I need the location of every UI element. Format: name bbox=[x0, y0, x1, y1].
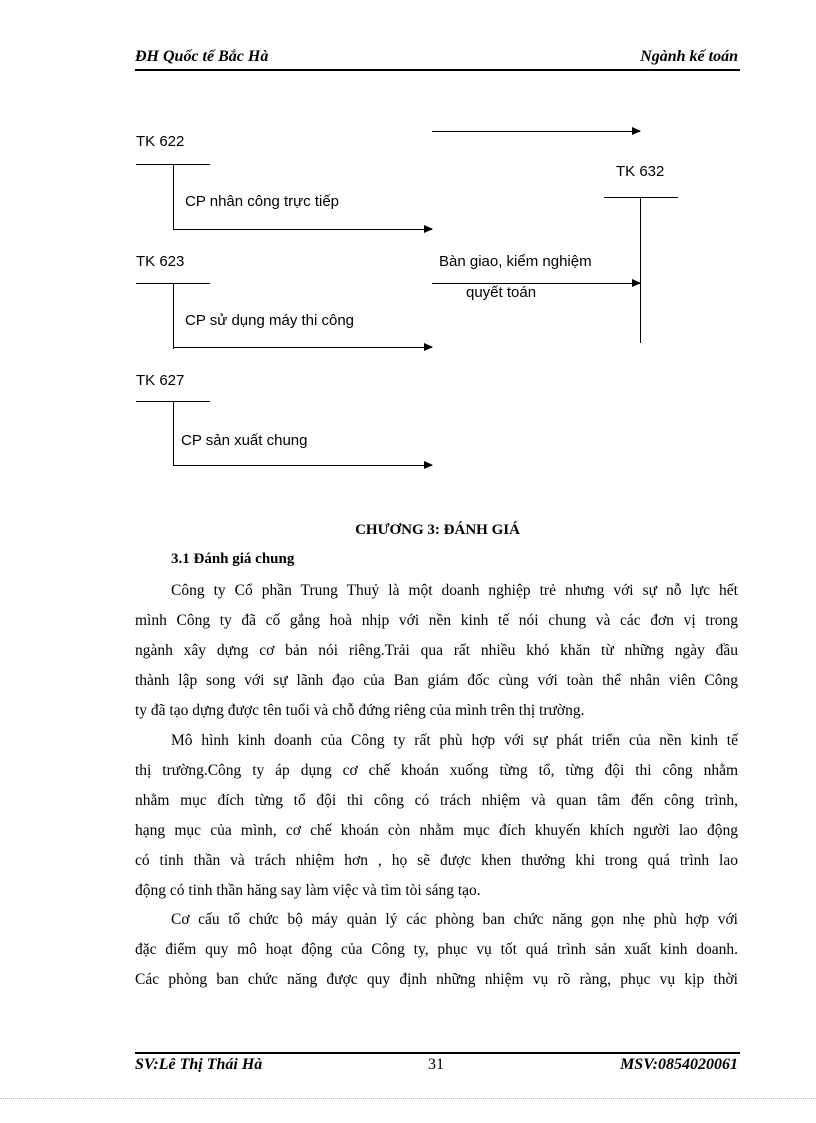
chapter-title: CHƯƠNG 3: ĐÁNH GIÁ bbox=[355, 522, 520, 538]
paragraph-line: thị trường.Công ty áp dụng cơ chế khoán xuống từng tổ, từng đội thi công nhằm bbox=[135, 762, 738, 779]
t-account-stem-632 bbox=[640, 197, 641, 343]
t-account-stem-622 bbox=[173, 164, 174, 230]
paragraph-line: Mô hình kinh doanh của Công ty rất phù hợp với sự phát triển của nền kinh tế bbox=[171, 732, 738, 749]
account-label-622: CP nhân công trực tiếp bbox=[185, 193, 340, 210]
paragraph-line: Các phòng ban chức năng được quy định những nhiệm vụ rõ ràng, phục vụ kịp thời bbox=[135, 971, 738, 988]
transfer-label-line2: quyết toán bbox=[466, 284, 537, 301]
account-code-623: TK 623 bbox=[136, 253, 185, 270]
account-code-622: TK 622 bbox=[136, 133, 185, 150]
header-rule bbox=[135, 69, 740, 71]
account-label-623: CP sử dụng máy thi công bbox=[185, 312, 355, 329]
footer-student-id: MSV:0854020061 bbox=[620, 1056, 738, 1073]
t-account-stem-623 bbox=[173, 283, 174, 349]
paragraph-2 bbox=[135, 726, 738, 906]
paragraph-3 bbox=[135, 905, 738, 995]
account-code-632: TK 632 bbox=[616, 163, 665, 180]
paragraph-line: nhằm mục đích từng tổ đội thi công có trách nhiệm và quan tâm đến công trình, bbox=[135, 792, 738, 809]
account-label-627: CP sản xuất chung bbox=[181, 432, 308, 449]
paragraph-line: hạng mục của mình, cơ chế khoán còn nhằm mục đích khuyến khích người lao động bbox=[135, 822, 738, 839]
paragraph-line: động có tinh thần hăng say làm việc và tìm tòi sáng tạo. bbox=[135, 882, 481, 899]
section-title: 3.1 Đánh giá chung bbox=[171, 551, 295, 567]
page-number: 31 bbox=[428, 1056, 444, 1073]
paragraph-line: Công ty Cổ phần Trung Thuỷ là một doanh nghiệp trẻ nhưng với sự nỗ lực hết bbox=[171, 582, 738, 599]
arrow-623 bbox=[173, 347, 432, 348]
paragraph-line: ngành xây dựng cơ bản nói riêng.Trải qua rất nhiều khó khăn từ những ngày đầu bbox=[135, 642, 738, 659]
page-bottom-dotted-line bbox=[0, 1098, 816, 1099]
paragraph-line: Cơ cấu tổ chức bộ máy quản lý các phòng ban chức năng gọn nhẹ phù hợp với bbox=[171, 911, 738, 928]
header-department: Ngành kế toán bbox=[640, 48, 738, 65]
t-account-stem-627 bbox=[173, 401, 174, 465]
footer-rule bbox=[135, 1052, 740, 1054]
t-account-rule-632 bbox=[604, 197, 678, 198]
top-arrow bbox=[432, 131, 640, 132]
paragraph-line: ty đã tạo dựng được tên tuổi và chỗ đứng riêng của mình trên thị trường. bbox=[135, 702, 585, 719]
paragraph-1 bbox=[135, 576, 738, 726]
paragraph-line: đặc điểm quy mô hoạt động của Công ty, phục vụ tốt quá trình sản xuất kinh doanh. bbox=[135, 941, 738, 958]
paragraph-line: mình Công ty đã cố gắng hoà nhịp với nền kinh tế nói chung và các đơn vị trong bbox=[135, 612, 738, 629]
arrow-622 bbox=[173, 229, 432, 230]
account-code-627: TK 627 bbox=[136, 372, 185, 389]
footer-student-name: SV:Lê Thị Thái Hà bbox=[135, 1056, 263, 1073]
paragraph-line: có tinh thần và trách nhiệm hơn , họ sẽ được khen thưởng khi trong quá trình lao bbox=[135, 852, 738, 869]
header-school: ĐH Quốc tế Bắc Hà bbox=[135, 48, 269, 65]
arrow-627 bbox=[173, 465, 432, 466]
paragraph-line: thành lập song với sự lãnh đạo của Ban giám đốc cùng với toàn thể nhân viên Công bbox=[135, 672, 738, 689]
transfer-label-line1: Bàn giao, kiểm nghiệm bbox=[439, 253, 592, 270]
